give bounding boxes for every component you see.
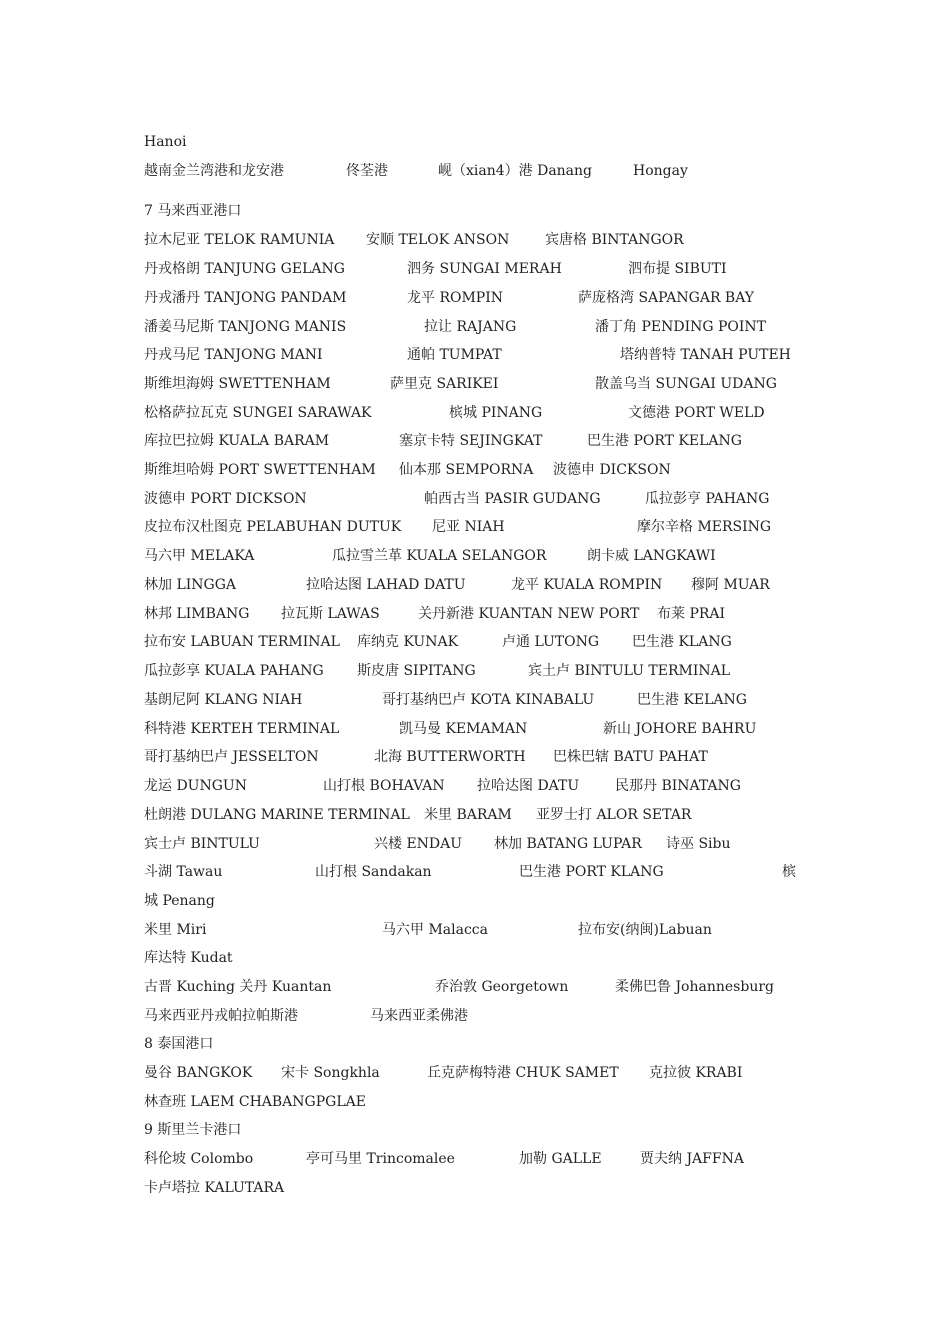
text-item: 朗卡威 LANGKAWI (587, 548, 716, 564)
text-item: 林查班 LAEM CHABANGPGLAE (144, 1094, 366, 1110)
text-item: 摩尔辛格 MERSING (637, 519, 772, 535)
text-item: 诗巫 Sibu (666, 836, 731, 852)
text-item: 槟 (782, 864, 796, 880)
text-item: 皮拉布汉杜图克 PELABUHAN DUTUK (144, 519, 402, 535)
text-item: 哥打基纳巴卢 JESSELTON (144, 749, 319, 765)
text-line (144, 746, 820, 768)
text-item: 关丹新港 KUANTAN NEW PORT (418, 606, 640, 622)
text-item: 龙平 KUALA ROMPIN (511, 577, 663, 593)
text-item: 佟荃港 (346, 163, 388, 179)
text-item: 龙平 ROMPIN (407, 290, 504, 306)
text-line (144, 833, 820, 855)
text-item: 文德港 PORT WELD (628, 405, 765, 421)
text-line (144, 1091, 820, 1113)
text-item: 贾夫纳 JAFFNA (640, 1151, 744, 1167)
text-item: 古晋 Kuching 关丹 Kuantan (144, 979, 332, 995)
text-line (144, 976, 820, 998)
text-item: 山打根 BOHAVAN (323, 778, 445, 794)
text-item: 斯维坦哈姆 PORT SWETTENHAM (144, 462, 376, 478)
text-item: 松格萨拉瓦克 SUNGEI SARAWAK (144, 405, 372, 421)
text-item: 宋卡 Songkhla (281, 1065, 380, 1081)
section-heading (144, 1119, 820, 1141)
text-line (144, 660, 820, 682)
text-item: 7 马来西亚港口 (144, 203, 242, 219)
text-item: 丹戎潘丹 TANJONG PANDAM (144, 290, 347, 306)
text-line (144, 775, 820, 797)
text-line (144, 1062, 820, 1084)
text-item: 林邦 LIMBANG (144, 606, 250, 622)
text-item: 拉布安(纳闽)Labuan (578, 922, 712, 938)
text-line (144, 804, 820, 826)
text-item: 米里 BARAM (424, 807, 512, 823)
text-item: 拉哈达图 DATU (477, 778, 580, 794)
text-item: 杜朗港 DULANG MARINE TERMINAL (144, 807, 410, 823)
text-item: 萨里克 SARIKEI (390, 376, 499, 392)
text-item: 拉瓦斯 LAWAS (281, 606, 380, 622)
text-line (144, 229, 820, 251)
text-line (144, 459, 820, 481)
section-heading (144, 1033, 820, 1055)
text-item: 柔佛巴鲁 Johannesburg (615, 979, 774, 995)
text-item: 潘丁角 PENDING POINT (595, 319, 766, 335)
text-item: 8 泰国港口 (144, 1036, 214, 1052)
text-item: 塞京卡特 SEJINGKAT (399, 433, 543, 449)
text-item: 民那丹 BINATANG (615, 778, 741, 794)
text-item: 岘（xian4）港 Danang (438, 163, 593, 179)
text-item: 潘姜马尼斯 TANJONG MANIS (144, 319, 347, 335)
text-item: 库纳克 KUNAK (357, 634, 459, 650)
text-item: 丘克萨梅特港 CHUK SAMET (427, 1065, 619, 1081)
text-item: 巴生港 PORT KLANG (519, 864, 664, 880)
text-line (144, 919, 820, 941)
text-item: 仙本那 SEMPORNA (399, 462, 534, 478)
text-item: 凯马曼 KEMAMAN (399, 721, 528, 737)
text-item: 亚罗士打 ALOR SETAR (536, 807, 692, 823)
text-item: 林加 BATANG LUPAR (494, 836, 642, 852)
text-line (144, 131, 820, 153)
text-item: 卢通 LUTONG (502, 634, 600, 650)
text-item: 巴生港 KLANG (632, 634, 732, 650)
text-line (144, 947, 820, 969)
text-item: 马六甲 MELAKA (144, 548, 255, 564)
text-item: 斗湖 Tawau (144, 864, 223, 880)
text-item: 尼亚 NIAH (432, 519, 505, 535)
text-item: 兴楼 ENDAU (374, 836, 463, 852)
text-item: 宾士卢 BINTULU (144, 836, 260, 852)
text-line (144, 1148, 820, 1170)
text-line (144, 861, 820, 883)
text-item: 北海 BUTTERWORTH (374, 749, 526, 765)
text-item: 城 Penang (144, 893, 215, 909)
text-line (144, 890, 820, 912)
text-line (144, 603, 820, 625)
text-item: 泗布提 SIBUTI (628, 261, 727, 277)
text-item: 巴生港 KELANG (637, 692, 747, 708)
text-item: 波德申 PORT DICKSON (144, 491, 307, 507)
text-item: 瓜拉雪兰革 KUALA SELANGOR (332, 548, 547, 564)
text-item: 宾土卢 BINTULU TERMINAL (528, 663, 731, 679)
text-item: 斯皮唐 SIPITANG (357, 663, 476, 679)
text-item: 米里 Miri (144, 922, 207, 938)
text-item: 马六甲 Malacca (382, 922, 488, 938)
text-item: 科伦坡 Colombo (144, 1151, 254, 1167)
text-item: 亭可马里 Trincomalee (306, 1151, 455, 1167)
text-item: 哥打基纳巴卢 KOTA KINABALU (382, 692, 595, 708)
text-item: 巴株巴辖 BATU PAHAT (553, 749, 708, 765)
text-line (144, 1177, 820, 1199)
text-item: 丹戎马尼 TANJONG MANI (144, 347, 323, 363)
section-heading (144, 200, 820, 222)
text-item: 9 斯里兰卡港口 (144, 1122, 242, 1138)
text-item: 瓜拉彭亨 PAHANG (645, 491, 770, 507)
text-item: 拉让 RAJANG (424, 319, 517, 335)
text-line (144, 160, 820, 182)
text-item: 宾唐格 BINTANGOR (545, 232, 684, 248)
text-line (144, 316, 820, 338)
text-item: 科特港 KERTEH TERMINAL (144, 721, 340, 737)
text-line (144, 631, 820, 653)
text-item: 塔纳普特 TANAH PUTEH (620, 347, 791, 363)
text-item: 乔治敦 Georgetown (435, 979, 569, 995)
text-line (144, 373, 820, 395)
text-line (144, 258, 820, 280)
text-item: 基朗尼阿 KLANG NIAH (144, 692, 303, 708)
text-item: 马来西亚柔佛港 (370, 1008, 468, 1024)
text-item: 曼谷 BANGKOK (144, 1065, 253, 1081)
text-item: 斯维坦海姆 SWETTENHAM (144, 376, 331, 392)
text-item: 穆阿 MUAR (691, 577, 770, 593)
text-line (144, 430, 820, 452)
text-item: 布莱 PRAI (657, 606, 726, 622)
text-item: 萨庞格湾 SAPANGAR BAY (578, 290, 755, 306)
text-item: 通帕 TUMPAT (407, 347, 502, 363)
text-item: 林加 LINGGA (144, 577, 237, 593)
text-line (144, 718, 820, 740)
text-item: 槟城 PINANG (449, 405, 543, 421)
text-item: 波德申 DICKSON (553, 462, 671, 478)
text-item: 巴生港 PORT KELANG (587, 433, 742, 449)
text-item: 散盖乌当 SUNGAI UDANG (595, 376, 777, 392)
text-item: 帕西古当 PASIR GUDANG (424, 491, 601, 507)
text-item: Hongay (633, 163, 688, 179)
text-item: 马来西亚丹戎帕拉帕斯港 (144, 1008, 298, 1024)
text-item: 龙运 DUNGUN (144, 778, 247, 794)
text-item: Hanoi (144, 134, 187, 150)
text-line (144, 287, 820, 309)
text-item: 山打根 Sandakan (315, 864, 432, 880)
text-item: 瓜拉彭享 KUALA PAHANG (144, 663, 324, 679)
text-item: 越南金兰湾港和龙安港 (144, 163, 284, 179)
text-line (144, 574, 820, 596)
text-item: 拉木尼亚 TELOK RAMUNIA (144, 232, 335, 248)
text-item: 新山 JOHORE BAHRU (603, 721, 757, 737)
text-line (144, 516, 820, 538)
text-item: 克拉彼 KRABI (649, 1065, 743, 1081)
text-item: 泗务 SUNGAI MERAH (407, 261, 562, 277)
text-line (144, 402, 820, 424)
text-item: 安顺 TELOK ANSON (366, 232, 510, 248)
text-item: 库达特 Kudat (144, 950, 233, 966)
text-item: 加勒 GALLE (519, 1151, 602, 1167)
text-item: 拉哈达图 LAHAD DATU (306, 577, 466, 593)
text-item: 丹戎格朗 TANJUNG GELANG (144, 261, 345, 277)
text-item: 卡卢塔拉 KALUTARA (144, 1180, 285, 1196)
text-line (144, 1005, 820, 1027)
text-item: 库拉巴拉姆 KUALA BARAM (144, 433, 330, 449)
text-line (144, 488, 820, 510)
text-line (144, 545, 820, 567)
text-line (144, 689, 820, 711)
text-line (144, 344, 820, 366)
text-item: 拉布安 LABUAN TERMINAL (144, 634, 340, 650)
